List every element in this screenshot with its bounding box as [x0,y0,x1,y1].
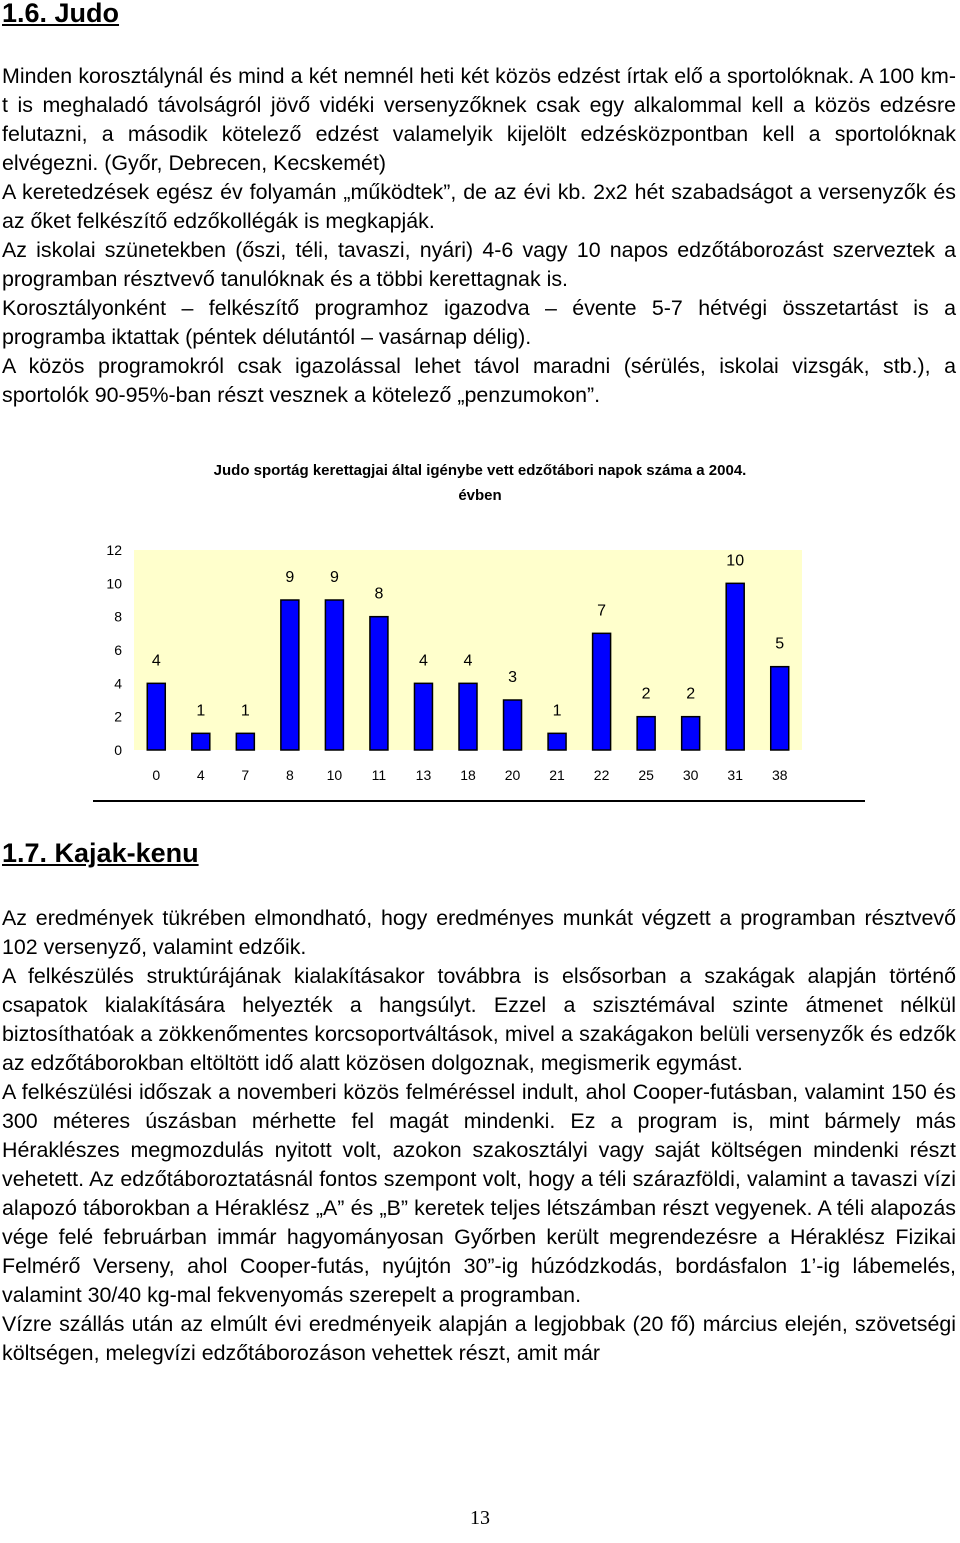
y-tick-label: 8 [114,608,122,625]
x-tick-label: 30 [682,767,699,783]
paragraph-line: Az eredmények tükrében elmondható, hogy eredményes munkát végzett a programban résztvevő 102 versenyző, valamint edzőik. [2,906,956,959]
chart-title-line: Judo sportág kerettagjai által igénybe vett edzőtábori napok száma a 2004. [213,462,747,479]
data-label: 7 [597,602,607,620]
paragraph-line: Korosztályonként – felkészítő programhoz igazodva – évente 5-7 hétvégi összetartást is a programba iktattak (péntek délutántól – vasárnap délig). [2,296,956,349]
data-label: 9 [285,569,295,586]
chart-title-line: évben [458,487,502,504]
paragraph-line: Minden korosztálynál és mind a két nemnél heti két közös edzést írtak elő a sportolóknak. A 100 km-t is meghaladó távolságról jövő vidéki versenyzőknek csak egy alkalommal kell a közös edzésre felutazni, a második kötelező edzést valamelyik kijelölt edzésközpontban kell a sportolóknak elvégezni. (Győr, Debrecen, Kecskemét) [2,64,956,175]
y-tick-label: 2 [114,708,122,725]
data-label: 9 [329,569,339,586]
x-tick-label: 31 [727,767,743,783]
x-tick-label: 13 [415,767,432,783]
x-tick-label: 10 [326,767,343,783]
bar [147,683,165,750]
y-tick-label: 6 [114,642,122,658]
bar [771,667,789,750]
bar [593,633,611,750]
data-label: 5 [775,635,785,653]
x-tick-label: 0 [152,767,161,783]
bar [325,600,343,750]
x-tick-label: 38 [771,767,788,783]
y-tick-label: 0 [114,742,122,758]
paragraph-line: A felkészülési időszak a novemberi közös felméréssel indult, ahol Cooper-futásban, valamint 150 és 300 méteres úszásban mérhette fel magát mindenki. Ez a program is, mint bármely más Héraklészes megmozdulás nyitott volt, azokon szakosztályi vagy saját költségen mindenki részt vehetett. Az edzőtáboroztatásnál fontos szempont volt, hogy a téli szárazföldi, valamint a tavaszi vízi alapozó táborokban a Héraklész „A” és „B” keretek teljes létszámban részt vegyenek. A téli alapozás vége felé februárban immár hagyományosan Győrben került megrendezésre a Héraklész Fizikai Felmérő Verseny, ahol Cooper-futás, nyújtón 30”-ig húzódzkodás, bordásfalon 1’-ig lábemelés, valamint 30/40 kg-mal fekvenyomás szerepelt a programban. [2,1080,956,1307]
data-label: 2 [686,685,696,703]
x-tick-label: 22 [593,767,610,783]
bar-chart [0,530,960,800]
x-tick-label: 7 [241,767,250,783]
bar [726,583,744,750]
bar [192,733,210,750]
x-tick-label: 4 [196,767,205,783]
data-label: 1 [196,702,206,720]
x-tick-label: 18 [460,767,476,783]
bar [370,617,388,750]
section-heading-judo: 1.6. Judo [2,0,120,28]
x-tick-label: 25 [638,767,654,783]
bar [637,717,655,750]
data-label: 1 [240,702,250,720]
x-tick-label: 8 [285,767,294,783]
judo-paragraph [2,62,956,410]
data-label: 4 [463,652,473,670]
bar [682,717,700,750]
bar [236,733,254,750]
paragraph-line: Az iskolai szünetekben (őszi, téli, tavaszi, nyári) 4-6 vagy 10 napos edzőtáborozást szerveztek a programban résztvevő tanulóknak és a többi kerettagnak is. [2,238,956,291]
x-tick-label: 11 [371,767,387,783]
bar [281,600,299,750]
bar [459,683,477,750]
y-tick-label: 10 [106,575,122,592]
page-number: 13 [470,1507,490,1529]
paragraph-line: A keretedzések egész év folyamán „működtek”, de az évi kb. 2x2 hét szabadságot a versenyzők és az őket felkészítő edzőkollégák is megkapják. [2,180,956,233]
data-label: 1 [552,702,562,720]
chart-divider-line [93,800,865,802]
y-tick-label: 4 [114,675,122,692]
bar [548,733,566,750]
data-label: 10 [726,552,745,570]
x-tick-label: 21 [549,767,565,783]
data-label: 2 [641,685,651,703]
section-heading-kajak-kenu: 1.7. Kajak-kenu [2,838,199,868]
chart-title [140,458,820,508]
y-tick-label: 12 [106,542,122,558]
bar [504,700,522,750]
data-label: 4 [151,652,161,670]
data-label: 8 [374,585,384,603]
kajak-kenu-paragraph [2,904,956,1368]
x-tick-label: 20 [504,767,521,783]
paragraph-line: A felkészülés struktúrájának kialakításakor továbbra is elsősorban a szakágak alapján történő csapatok kialakítására helyezték a hangsúlyt. Ezzel a szisztémával szinte átmenet nélkül biztosíthatóak a zökkenőmentes korcsoportváltások, mivel a szakágakon belüli versenyzők és edzők az edzőtáborokban eltöltött idő alatt közösen dolgoznak, megismerik egymást. [2,964,956,1075]
paragraph-line: A közös programokról csak igazolással lehet távol maradni (sérülés, iskolai vizsgák, stb.), a sportolók 90-95%-ban részt vesznek a kötelező „penzumokon”. [2,354,956,407]
data-label: 3 [508,669,517,686]
paragraph-line: Vízre szállás után az elmúlt évi eredményeik alapján a legjobbak (20 fő) március elején, szövetségi költségen, melegvízi edzőtáborozáson vehettek részt, amit már [2,1312,956,1365]
data-label: 4 [419,652,428,670]
bar [414,683,432,750]
